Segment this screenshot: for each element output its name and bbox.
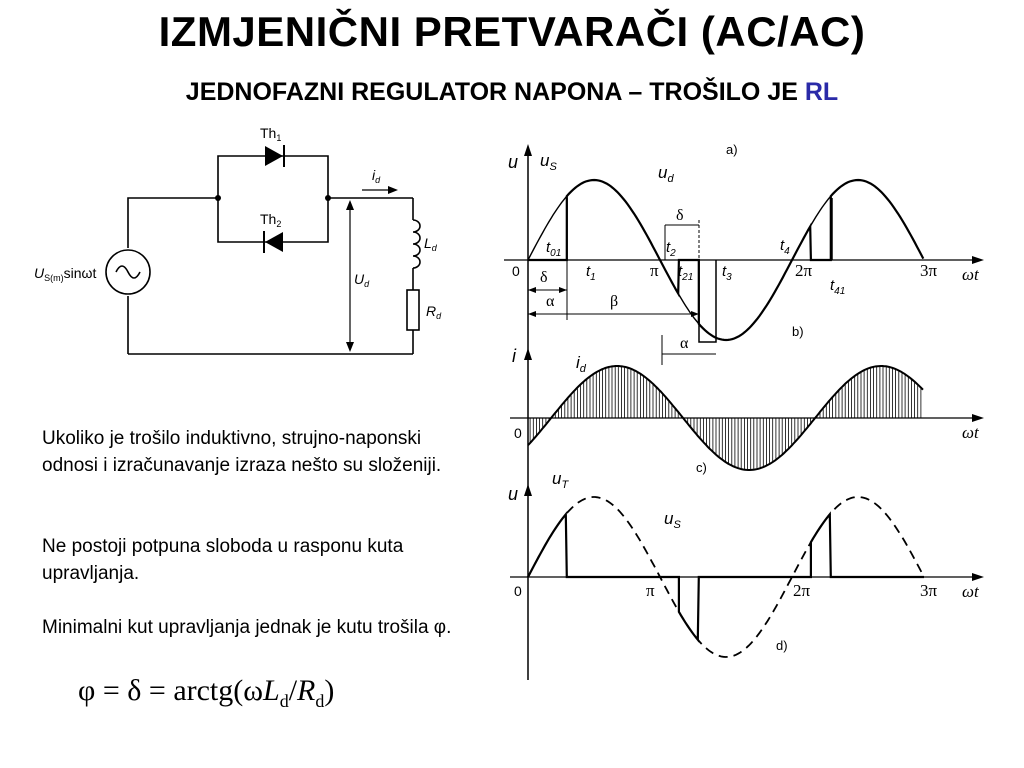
- panel-d-label: d): [776, 638, 788, 653]
- zero-c: 0: [514, 425, 522, 441]
- us-label: $u_S$: [540, 151, 557, 173]
- axis-u2-label: u: [508, 484, 519, 504]
- t41-label: $t_{41}$: [830, 277, 846, 297]
- subtitle-text: JEDNOFAZNI REGULATOR NAPONA – TROŠILO JE: [185, 78, 798, 106]
- axis-u-arrow: [524, 144, 532, 156]
- ud-notches: [567, 198, 832, 342]
- t4-label: $t_4$: [780, 237, 790, 257]
- axis-c-arrow: [972, 414, 984, 422]
- axis-wt-a: ωt: [962, 265, 979, 284]
- t1-label: $t_1$: [586, 263, 596, 283]
- delta-label-left: δ: [540, 269, 548, 286]
- page-title: IZMJENIČNI PRETVARAČI (AC/AC): [158, 8, 866, 55]
- t01-label: $t_{01}$: [546, 239, 562, 259]
- th2-label: $Th_2$: [260, 211, 282, 229]
- t3-label: $t_3$: [722, 263, 732, 283]
- axis-wt-d: ωt: [962, 582, 979, 601]
- t21-label: $t_{21}$: [678, 263, 694, 283]
- th1-label: $Th_1$: [260, 125, 282, 143]
- thyristor-th1: [265, 145, 284, 167]
- ud-label: $u_d$: [658, 163, 674, 185]
- thyristor-loop-top: [218, 156, 328, 198]
- ud-arrow-down: [346, 342, 354, 352]
- two-pi-d: 2π: [793, 581, 811, 600]
- id-arrow-head: [388, 186, 398, 194]
- source-label: $U_{S(m)}\sin\omega t$: [34, 265, 97, 283]
- voltage-label: $U_d$: [354, 271, 370, 289]
- delta-arrow-r: [559, 287, 567, 293]
- wire-top-left: [128, 198, 218, 248]
- inductor-label: $L_d$: [424, 235, 437, 253]
- panel-a-label: a): [726, 142, 738, 157]
- axis-i-label: i: [512, 346, 516, 366]
- axis-d-arrow: [972, 573, 984, 581]
- thyristor-th2: [264, 231, 283, 253]
- zero-d: 0: [514, 583, 522, 599]
- delta-label-top: δ: [676, 207, 684, 224]
- pi-a: π: [650, 261, 659, 280]
- panel-c-label: c): [696, 460, 707, 475]
- paragraph-control-range: Ne postoji potpuna sloboda u rasponu kuta upravljanja.: [42, 536, 404, 584]
- three-pi-d: 3π: [920, 581, 938, 600]
- id-label: $i_d$: [576, 353, 586, 375]
- circuit-diagram: [20, 118, 460, 368]
- axis-u-label: u: [508, 152, 519, 172]
- resistor-body: [407, 290, 419, 330]
- axis-i-arrow: [524, 348, 532, 360]
- delta-arrow-l: [528, 287, 536, 293]
- inductor-coil: [413, 220, 420, 268]
- ut-label: $u_T$: [552, 469, 569, 491]
- beta-arrow-l: [528, 311, 536, 317]
- axis-u2-arrow: [524, 484, 532, 496]
- subtitle-accent: RL: [804, 78, 839, 106]
- paragraph-rl-intro: Ukoliko je trošilo induktivno, strujno-naponski odnosi i izračunavanje izraza nešto su složeniji.: [42, 428, 442, 476]
- paragraph-min-angle: Minimalni kut upravljanja jednak je kutu trošila φ.: [42, 617, 452, 638]
- two-pi-a: 2π: [795, 261, 813, 280]
- panel-b-label: b): [792, 324, 804, 339]
- zero-a: 0: [512, 263, 520, 279]
- ud-arrow-up: [346, 200, 354, 210]
- resistor-label: $R_d$: [426, 303, 442, 321]
- current-label: $i_d$: [372, 167, 381, 185]
- node-right: [325, 195, 331, 201]
- node-left: [215, 195, 221, 201]
- alpha-label-right: α: [680, 335, 689, 352]
- alpha-label-left: α: [546, 293, 555, 310]
- ut-curve: [528, 514, 924, 639]
- page-subtitle: [0, 78, 1024, 107]
- phi-formula: $\varphi = \delta = arctg(\omega L_d/R_d)$: [78, 674, 335, 711]
- axis-a-arrow: [972, 256, 984, 264]
- pi-d: π: [646, 581, 655, 600]
- beta-label: β: [610, 293, 619, 310]
- waveform-diagrams: [500, 130, 1000, 690]
- t2-label: $t_2$: [666, 239, 676, 259]
- three-pi-a: 3π: [920, 261, 938, 280]
- axis-wt-c: ωt: [962, 423, 979, 442]
- us2-label: $u_S$: [664, 509, 681, 531]
